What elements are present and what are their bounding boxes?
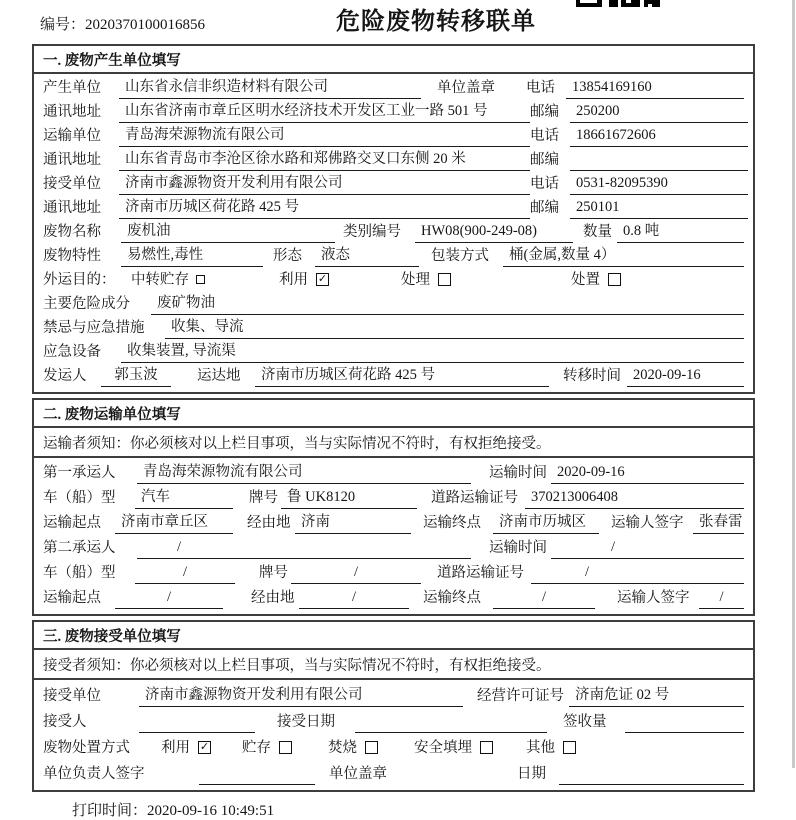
end2-label: 运输终点 xyxy=(423,590,481,606)
packing-label: 包装方式 xyxy=(431,248,489,264)
checkbox-treat xyxy=(438,273,451,286)
carrier2-value: / xyxy=(137,537,471,559)
checkbox-dispose xyxy=(608,273,621,286)
taboo-value: 收集、导流 xyxy=(165,317,744,339)
origin1-value: 济南市章丘区 xyxy=(115,512,233,534)
checkbox-disposal-other xyxy=(563,741,576,754)
option-disposal-other: 其他 xyxy=(526,738,576,759)
zip3-value: 250101 xyxy=(570,197,748,219)
zip1-label: 邮编 xyxy=(530,104,559,120)
print-time-label: 打印时间： xyxy=(72,803,148,819)
carrier1-label: 第一承运人 xyxy=(43,465,116,481)
vehicle2-label: 车（船）型 xyxy=(43,565,116,581)
equip-value: 收集装置, 导流渠 xyxy=(121,341,744,363)
row-taboo-measures xyxy=(43,315,744,339)
taboo-label: 禁忌与应急措施 xyxy=(43,320,145,336)
via2-label: 经由地 xyxy=(251,590,295,606)
row-transporter-address xyxy=(43,147,744,171)
row-receiver-address xyxy=(43,195,744,219)
section-producer-title: 一. 废物产生单位填写 xyxy=(34,46,753,74)
checkbox-disposal-incinerate xyxy=(365,741,378,754)
phone2-label: 电话 xyxy=(530,128,559,144)
transfer-time-label: 转移时间 xyxy=(563,368,621,384)
via1-value: 济南 xyxy=(295,512,411,534)
amount-value xyxy=(625,711,744,733)
row-hazard-component xyxy=(43,291,744,315)
plate2-value: / xyxy=(291,562,421,584)
receiver-notice: 接受者须知：你必须核对以上栏目事项，当与实际情况不符时，有权拒绝接受。 xyxy=(34,650,753,680)
vehicle1-value: 汽车 xyxy=(135,487,233,509)
plate1-value: 鲁 UK8120 xyxy=(281,487,417,509)
transporter-notice: 运输者须知：你必须核对以上栏目事项，当与实际情况不符时，有权拒绝接受。 xyxy=(34,428,753,458)
phone2-value: 18661672606 xyxy=(570,125,748,147)
carrier2-label: 第二承运人 xyxy=(43,540,116,556)
phone3-value: 0531-82095390 xyxy=(570,173,748,195)
character-value: 易燃性,毒性 xyxy=(121,245,263,267)
origin1-label: 运输起点 xyxy=(43,515,101,531)
section-receiver-title: 三. 废物接受单位填写 xyxy=(34,622,753,650)
row-transporter xyxy=(43,123,744,147)
row-recipient xyxy=(43,707,744,733)
checkbox-disposal-landfill xyxy=(480,741,493,754)
row-transfer-purpose xyxy=(43,267,744,291)
option-utilize: 利用 ✓ xyxy=(279,272,328,288)
receiver-value: 济南市鑫源物资开发利用有限公司 xyxy=(119,173,530,195)
row-producer xyxy=(43,75,744,99)
option-disposal-landfill: 安全填埋 xyxy=(414,738,493,759)
print-time xyxy=(72,799,755,820)
license2-label: 道路运输证号 xyxy=(437,565,524,581)
dest-value: 济南市历城区荷花路 425 号 xyxy=(255,365,549,387)
origin2-value: / xyxy=(115,587,223,609)
document-header xyxy=(0,0,796,42)
phone1-value: 13854169160 xyxy=(566,77,744,99)
recipient-label: 接受人 xyxy=(43,714,87,730)
amount-label: 签收量 xyxy=(563,714,607,730)
permit-value: 济南危证 02 号 xyxy=(569,685,744,707)
receive-date-value xyxy=(355,711,547,733)
end2-value: / xyxy=(493,587,595,609)
page-edge xyxy=(792,0,795,768)
section-transporter xyxy=(32,398,755,616)
row-vehicle2 xyxy=(43,559,744,584)
zip1-value: 250200 xyxy=(570,101,748,123)
document-title: 危险废物转移联单 xyxy=(336,9,536,35)
row-receiver xyxy=(43,171,744,195)
checkbox-transit-storage xyxy=(196,275,205,284)
zip3-label: 邮编 xyxy=(530,200,559,216)
receive-date-label: 接受日期 xyxy=(277,714,335,730)
zip2-label: 邮编 xyxy=(530,152,559,168)
row-carrier1 xyxy=(43,459,744,484)
option-treat: 处理 xyxy=(401,270,451,291)
end1-value: 济南市历城区 xyxy=(493,512,599,534)
section-receiver xyxy=(32,620,755,792)
addr2-label: 通讯地址 xyxy=(43,152,101,168)
row-head-signature xyxy=(43,759,744,785)
document-number-value: 2020370100016856 xyxy=(85,17,206,33)
option-disposal-incinerate: 焚烧 xyxy=(328,738,378,759)
section-producer xyxy=(32,44,755,394)
sign2-label: 运输人签字 xyxy=(617,590,690,606)
checkbox-utilize: ✓ xyxy=(317,273,328,285)
option-dispose: 处置 xyxy=(571,270,621,291)
plate1-label: 牌号 xyxy=(249,490,278,506)
category-value: HW08(900-249-08) xyxy=(415,221,573,243)
vehicle2-value: / xyxy=(135,562,235,584)
document-number-label: 编号： xyxy=(40,17,86,33)
row-route1 xyxy=(43,509,744,534)
checkbox-disposal-utilize: ✓ xyxy=(199,741,210,753)
form-body xyxy=(32,44,755,820)
seal-label: 单位盖章 xyxy=(437,80,495,96)
receiving-unit-value: 济南市鑫源物资开发利用有限公司 xyxy=(139,685,463,707)
row-waste-name xyxy=(43,219,744,243)
plate2-label: 牌号 xyxy=(259,565,288,581)
addr2-value: 山东省青岛市李沧区徐水路和郑佛路交叉口东侧 20 米 xyxy=(119,149,530,171)
time1-label: 运输时间 xyxy=(489,465,547,481)
disposal-label: 废物处置方式 xyxy=(43,740,130,756)
hazard-value: 废矿物油 xyxy=(151,293,744,315)
head-sign-value xyxy=(199,763,315,785)
zip2-value xyxy=(570,149,748,171)
producer-value: 山东省永信非织造材料有限公司 xyxy=(119,77,421,99)
category-label: 类别编号 xyxy=(343,224,401,240)
row-receiving-unit xyxy=(43,681,744,707)
phone1-label: 电话 xyxy=(526,80,555,96)
form-value: 液态 xyxy=(315,245,419,267)
row-disposal-method xyxy=(43,733,744,759)
receiver-label: 接受单位 xyxy=(43,176,101,192)
license1-value: 370213006408 xyxy=(525,487,744,509)
dest-label: 运达地 xyxy=(197,368,241,384)
consignor-label: 发运人 xyxy=(43,368,87,384)
via1-label: 经由地 xyxy=(247,515,291,531)
waste-name-value: 废机油 xyxy=(121,221,335,243)
form-label: 形态 xyxy=(273,248,302,264)
addr1-label: 通讯地址 xyxy=(43,104,101,120)
checkbox-disposal-storage xyxy=(279,741,292,754)
row-consignor xyxy=(43,363,744,387)
time2-label: 运输时间 xyxy=(489,540,547,556)
purpose-label: 外运目的： xyxy=(43,272,116,288)
consignor-value: 郭玉波 xyxy=(101,365,171,387)
recipient-value xyxy=(139,711,255,733)
row-waste-character xyxy=(43,243,744,267)
addr1-value: 山东省济南市章丘区明水经济技术开发区工业一路 501 号 xyxy=(119,101,530,123)
sign2-value: / xyxy=(699,587,744,609)
vehicle1-label: 车（船）型 xyxy=(43,490,116,506)
license1-label: 道路运输证号 xyxy=(431,490,518,506)
addr3-label: 通讯地址 xyxy=(43,200,101,216)
date2-label: 日期 xyxy=(517,766,546,782)
sign1-label: 运输人签字 xyxy=(611,515,684,531)
sign1-value: 张春雷 xyxy=(693,512,744,534)
qty-label: 数量 xyxy=(583,224,612,240)
option-disposal-utilize: 利用 ✓ xyxy=(161,740,210,756)
waste-name-label: 废物名称 xyxy=(43,224,101,240)
license2-value: / xyxy=(531,562,744,584)
transporter-value: 青岛海荣源物流有限公司 xyxy=(119,125,530,147)
packing-value: 桶(金属,数量 4） xyxy=(503,245,744,267)
unit-seal-label: 单位盖章 xyxy=(329,766,387,782)
option-transit-storage: 中转贮存 xyxy=(131,270,205,291)
option-disposal-storage: 贮存 xyxy=(242,738,292,759)
print-time-value: 2020-09-16 10:49:51 xyxy=(147,803,275,819)
origin2-label: 运输起点 xyxy=(43,590,101,606)
equip-label: 应急设备 xyxy=(43,344,101,360)
transporter-label: 运输单位 xyxy=(43,128,101,144)
receiving-unit-label: 接受单位 xyxy=(43,688,101,704)
qty-value: 0.8 吨 xyxy=(617,221,744,243)
hazard-label: 主要危险成分 xyxy=(43,296,130,312)
head-sign-label: 单位负责人签字 xyxy=(43,766,145,782)
time1-value: 2020-09-16 xyxy=(551,462,744,484)
end1-label: 运输终点 xyxy=(423,515,481,531)
producer-label: 产生单位 xyxy=(43,80,101,96)
carrier1-value: 青岛海荣源物流有限公司 xyxy=(137,462,471,484)
time2-value: / xyxy=(551,537,744,559)
row-emergency-equipment xyxy=(43,339,744,363)
phone3-label: 电话 xyxy=(530,176,559,192)
row-route2 xyxy=(43,584,744,609)
via2-value: / xyxy=(299,587,409,609)
addr3-value: 济南市历城区荷花路 425 号 xyxy=(119,197,530,219)
row-producer-address xyxy=(43,99,744,123)
transfer-time-value: 2020-09-16 xyxy=(627,365,744,387)
permit-label: 经营许可证号 xyxy=(477,688,564,704)
row-carrier2 xyxy=(43,534,744,559)
character-label: 废物特性 xyxy=(43,248,101,264)
row-vehicle1 xyxy=(43,484,744,509)
section-transporter-title: 二. 废物运输单位填写 xyxy=(34,400,753,428)
date2-value xyxy=(559,763,744,785)
